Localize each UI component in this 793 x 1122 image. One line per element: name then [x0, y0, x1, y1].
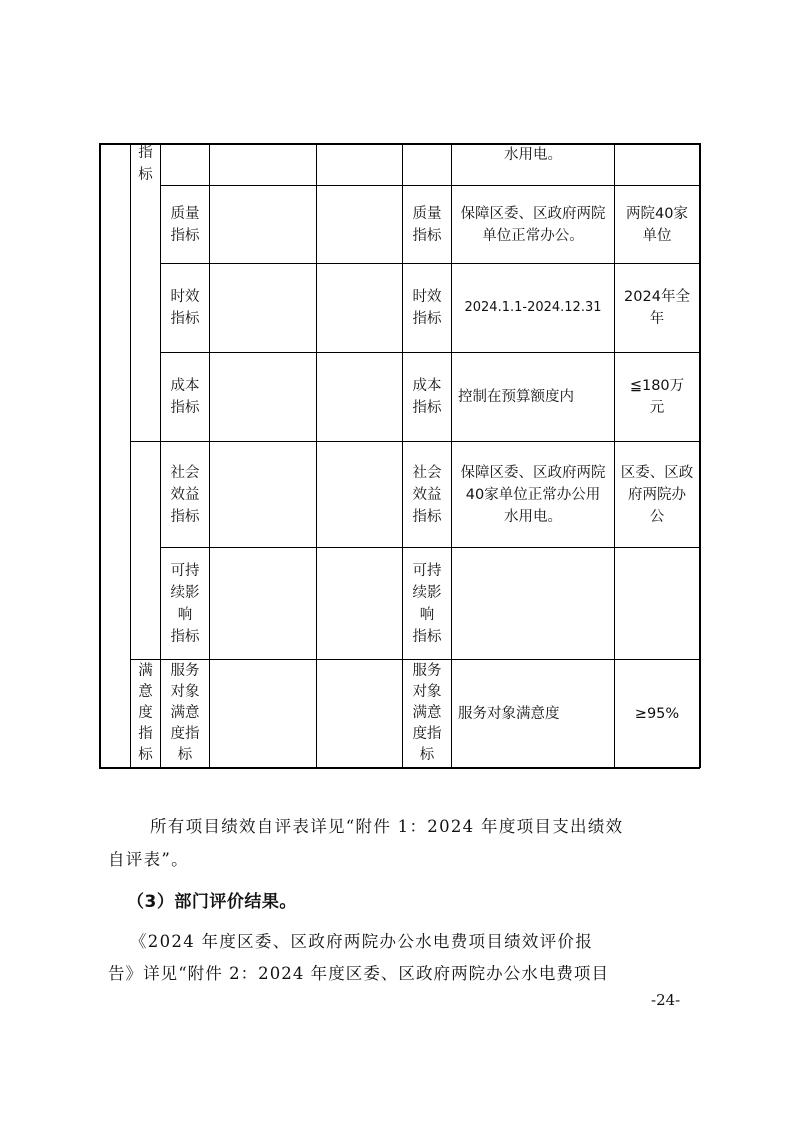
page-number: -24-	[651, 991, 681, 1009]
paragraph-report-line2: 告》详见“附件 2：2024 年度区委、区政府两院办公水电费项目	[108, 964, 610, 983]
indicator-level2-cell: 指 标	[138, 145, 153, 183]
actual-value-cell: ≦180万 元	[629, 378, 685, 416]
table-cell	[210, 186, 316, 263]
actual-value-cell: 区委、区政 府两院办 公	[620, 464, 694, 525]
indicator-name-cell: 可持 续影 响 指标	[412, 562, 442, 645]
paragraph-attachment-1-line1: 所有项目绩效自评表详见“附件 1：2024 年度项目支出绩效	[150, 817, 624, 836]
paragraph-report-line1: 《2024 年度区委、区政府两院办公水电费项目绩效评价报	[130, 932, 594, 951]
table-cell	[210, 353, 316, 441]
indicator-level3-cell: 可持 续影 响 指标	[170, 562, 200, 645]
actual-value-cell: 两院40家 单位	[626, 205, 688, 244]
indicator-level3-cell: 社会 效益 指标	[170, 464, 200, 525]
indicator-value-cell: 服务对象满意度	[458, 705, 560, 722]
indicator-value-cell: 控制在预算额度内	[458, 389, 574, 405]
actual-value-cell	[615, 143, 699, 185]
indicator-level3-cell	[161, 143, 209, 185]
table-cell	[210, 442, 316, 547]
table-cell	[210, 548, 316, 659]
table-cell	[317, 143, 402, 185]
table-cell	[317, 186, 402, 263]
table-cell	[317, 660, 402, 767]
indicator-name-cell: 时效 指标	[412, 289, 442, 327]
indicator-name-cell: 服务 对象 满意 度指 标	[412, 663, 442, 763]
paragraph-attachment-1-line2: 自评表”。	[108, 850, 189, 869]
indicator-level3-cell: 时效 指标	[170, 289, 200, 327]
table-border-bottom	[99, 767, 700, 769]
table-cell	[210, 660, 316, 767]
indicator-name-cell: 质量 指标	[412, 205, 442, 244]
indicator-name-cell: 社会 效益 指标	[412, 464, 442, 525]
indicator-level2-cell: 满 意 度 指 标	[138, 663, 153, 763]
indicator-value-cell: 保障区委、区政府两院 单位正常办公。	[460, 205, 606, 244]
indicator-level3-cell: 质量 指标	[170, 205, 200, 244]
table-cell	[210, 143, 316, 185]
indicator-level3-cell: 服务 对象 满意 度指 标	[170, 663, 200, 763]
indicator-value-cell: 2024.1.1-2024.12.31	[464, 300, 602, 315]
actual-value-cell: 2024年全 年	[624, 289, 690, 327]
indicator-name-cell	[403, 143, 451, 185]
table-cell	[317, 264, 402, 352]
table-cell	[317, 548, 402, 659]
table-border-left	[99, 143, 101, 768]
indicator-value-cell: 水用电。	[504, 147, 562, 163]
section-heading: （3）部门评价结果。	[127, 892, 297, 912]
indicator-name-cell: 成本 指标	[412, 378, 442, 416]
indicator-value-cell	[452, 548, 614, 659]
table-border-right	[699, 143, 701, 768]
table-cell	[317, 353, 402, 441]
indicator-level3-cell: 成本 指标	[170, 378, 200, 416]
indicator-value-cell: 保障区委、区政府两院 40家单位正常办公用 水用电。	[460, 464, 606, 525]
table-cell	[210, 264, 316, 352]
table-cell	[317, 442, 402, 547]
actual-value-cell: ≥95%	[634, 705, 680, 722]
actual-value-cell	[615, 548, 699, 659]
